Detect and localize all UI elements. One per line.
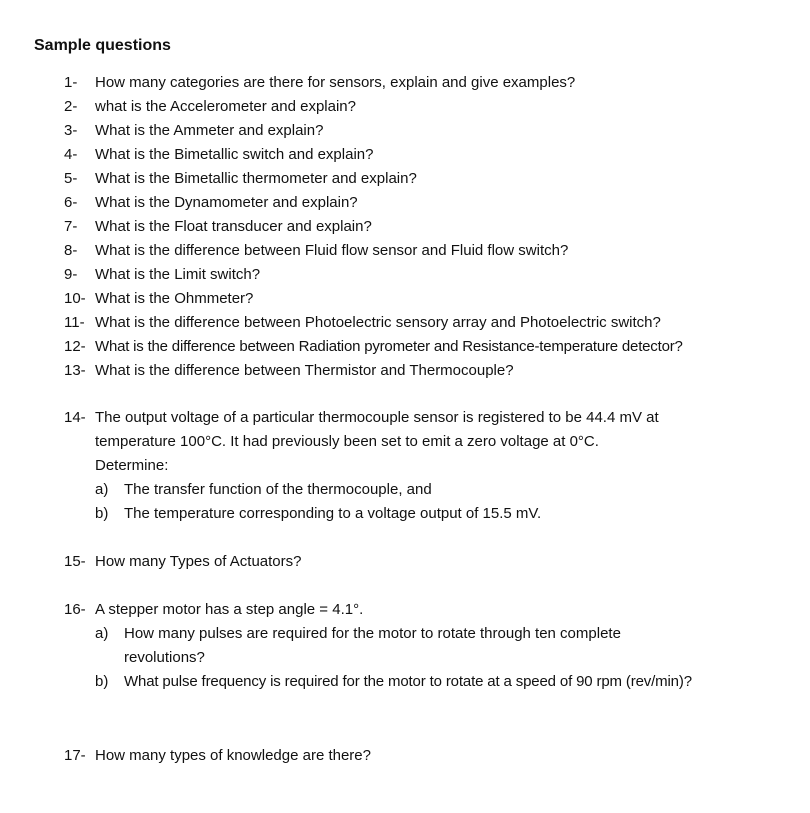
question-number: 9- bbox=[64, 266, 78, 283]
question-number: 14- bbox=[64, 409, 86, 426]
page-title: Sample questions bbox=[34, 37, 171, 54]
sub-question-label: b) bbox=[95, 505, 109, 522]
question-text: What is the Bimetallic thermometer and explain? bbox=[95, 170, 417, 187]
sub-question-label: a) bbox=[95, 481, 109, 498]
question-14-line-2 bbox=[0, 432, 810, 452]
question-text: What is the Ammeter and explain? bbox=[95, 122, 324, 139]
question-14-line-3 bbox=[0, 456, 810, 476]
sub-question-text: What pulse frequency is required for the motor to rotate at a speed of 90 rpm (rev/min)? bbox=[124, 673, 692, 690]
question-15 bbox=[0, 552, 810, 572]
question-number: 10- bbox=[64, 290, 86, 307]
question-14-part-a bbox=[0, 480, 810, 500]
question-number: 7- bbox=[64, 218, 78, 235]
question-number: 2- bbox=[64, 98, 78, 115]
question-text: What is the Bimetallic switch and explain? bbox=[95, 146, 374, 163]
question-text: What is the difference between Photoelectric sensory array and Photoelectric switch? bbox=[95, 314, 661, 331]
sub-question-label: b) bbox=[95, 673, 109, 690]
question-number: 12- bbox=[64, 338, 86, 355]
question-text: The output voltage of a particular thermocouple sensor is registered to be 44.4 mV at bbox=[95, 409, 659, 426]
question-number: 15- bbox=[64, 553, 86, 570]
question-number: 8- bbox=[64, 242, 78, 259]
sub-question-text: The temperature corresponding to a voltage output of 15.5 mV. bbox=[124, 505, 542, 522]
question-number: 11- bbox=[64, 314, 85, 331]
question-text: What is the Float transducer and explain? bbox=[95, 218, 372, 235]
question-item bbox=[0, 97, 810, 117]
question-text: How many Types of Actuators? bbox=[95, 553, 302, 570]
question-number: 1- bbox=[64, 74, 78, 91]
sub-question-label: a) bbox=[95, 625, 109, 642]
question-17 bbox=[0, 746, 810, 766]
question-text: Determine: bbox=[95, 457, 169, 474]
question-text: How many categories are there for sensors, explain and give examples? bbox=[95, 74, 576, 91]
question-item bbox=[0, 289, 810, 309]
question-number: 4- bbox=[64, 146, 78, 163]
question-16 bbox=[0, 600, 810, 620]
question-number: 5- bbox=[64, 170, 78, 187]
question-item bbox=[0, 193, 810, 213]
question-text: What is the difference between Fluid flow sensor and Fluid flow switch? bbox=[95, 242, 569, 259]
question-16-part-a-line-2 bbox=[0, 648, 810, 668]
question-text: What is the Dynamometer and explain? bbox=[95, 194, 358, 211]
question-item bbox=[0, 73, 810, 93]
question-item bbox=[0, 337, 810, 357]
question-text: what is the Accelerometer and explain? bbox=[95, 98, 356, 115]
question-item bbox=[0, 313, 810, 333]
question-item bbox=[0, 265, 810, 285]
question-16-part-a bbox=[0, 624, 810, 644]
question-14-part-b bbox=[0, 504, 810, 524]
question-item bbox=[0, 217, 810, 237]
question-text: What is the difference between Thermistor and Thermocouple? bbox=[95, 362, 514, 379]
question-14 bbox=[0, 408, 810, 428]
question-text: What is the Limit switch? bbox=[95, 266, 261, 283]
sub-question-text: How many pulses are required for the motor to rotate through ten complete bbox=[124, 625, 621, 642]
question-number: 6- bbox=[64, 194, 78, 211]
question-item bbox=[0, 241, 810, 261]
question-number: 17- bbox=[64, 747, 86, 764]
sub-question-text: revolutions? bbox=[124, 649, 205, 666]
question-text: What is the difference between Radiation pyrometer and Resistance-temperature detector? bbox=[95, 338, 683, 355]
question-number: 16- bbox=[64, 601, 86, 618]
question-item bbox=[0, 121, 810, 141]
question-16-part-b bbox=[0, 672, 810, 692]
question-text: temperature 100°C. It had previously been set to emit a zero voltage at 0°C. bbox=[95, 433, 599, 450]
question-number: 13- bbox=[64, 362, 86, 379]
question-text: What is the Ohmmeter? bbox=[95, 290, 254, 307]
question-number: 3- bbox=[64, 122, 78, 139]
question-item bbox=[0, 145, 810, 165]
question-item bbox=[0, 169, 810, 189]
sub-question-text: The transfer function of the thermocouple, and bbox=[124, 481, 432, 498]
question-text: How many types of knowledge are there? bbox=[95, 747, 371, 764]
question-item bbox=[0, 361, 810, 381]
question-text: A stepper motor has a step angle = 4.1°. bbox=[95, 601, 364, 618]
